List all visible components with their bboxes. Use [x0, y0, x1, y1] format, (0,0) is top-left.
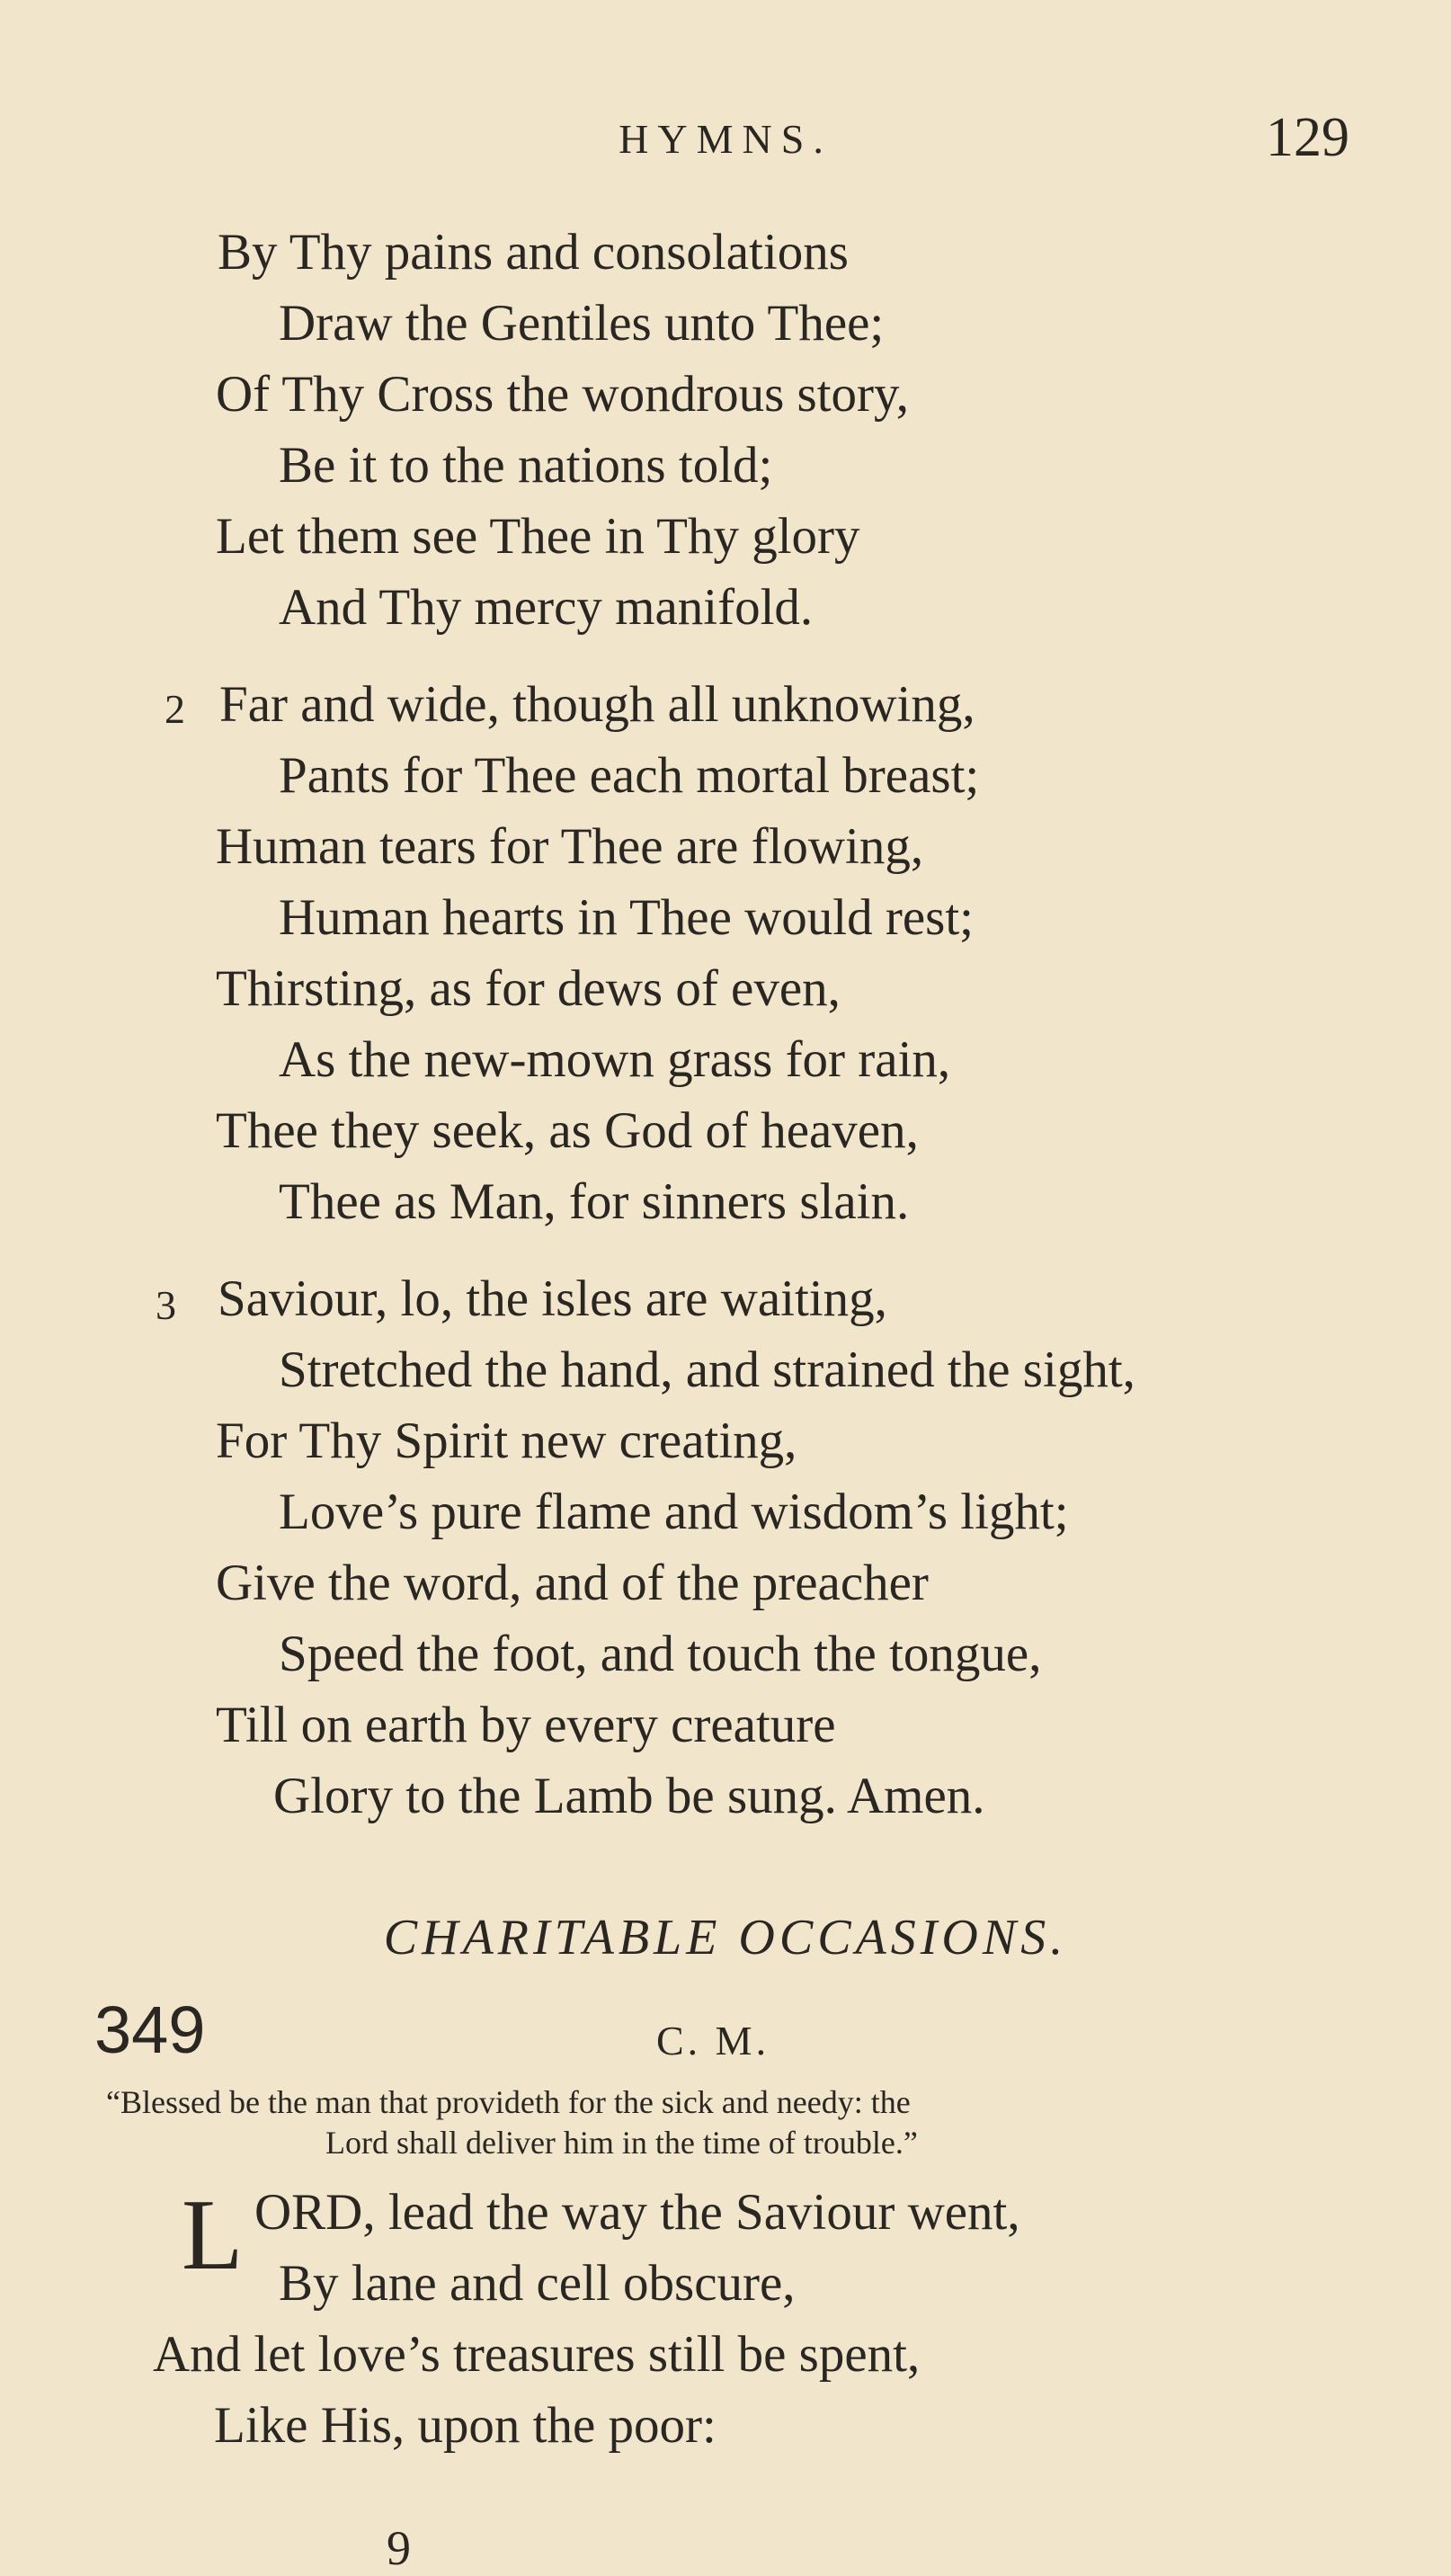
epigraph-line: Lord shall deliver him in the time of trouble.” [325, 2125, 918, 2161]
stanza-line: Till on earth by every creature [216, 1697, 836, 1753]
epigraph-line: “Blessed be the man that provideth for the sick and needy: the [106, 2084, 911, 2120]
stanza-number: 3 [156, 1282, 176, 1328]
stanza-line: Be it to the nations told; [279, 437, 773, 494]
stanza-line: Thee they seek, as God of heaven, [216, 1102, 919, 1159]
hymn-line: And let love’s treasures still be spent, [153, 2326, 921, 2383]
hymn-line: By lane and cell obscure, [279, 2255, 796, 2312]
stanza-line: Human hearts in Thee would rest; [279, 889, 975, 946]
stanza-line: Draw the Gentiles unto Thee; [279, 295, 885, 352]
stanza-line: Of Thy Cross the wondrous story, [216, 366, 910, 423]
section-heading: CHARITABLE OCCASIONS. [383, 1910, 1068, 1965]
hymn-line: Like His, upon the poor: [214, 2397, 717, 2454]
hymn-meter: C. M. [656, 2018, 770, 2063]
stanza-line: Far and wide, though all unknowing, [219, 676, 975, 733]
stanza-line: Give the word, and of the preacher [216, 1555, 929, 1611]
stanza-line: By Thy pains and consolations [218, 224, 849, 281]
stanza-line: As the new-mown grass for rain, [279, 1031, 951, 1088]
stanza-line: Saviour, lo, the isles are waiting, [218, 1270, 887, 1327]
stanza-line: And Thy mercy manifold. [279, 579, 814, 636]
stanza-line: Thirsting, as for dews of even, [216, 960, 841, 1017]
stanza-line: For Thy Spirit new creating, [216, 1413, 797, 1469]
stanza-line: Stretched the hand, and strained the sight, [279, 1341, 1135, 1398]
drop-cap: L [182, 2179, 244, 2291]
stanza-line: Thee as Man, for sinners slain. [279, 1173, 910, 1230]
running-header: HYMNS. [619, 116, 832, 162]
hymn-line: ORD, lead the way the Saviour went, [254, 2184, 1020, 2241]
stanza-line: Glory to the Lamb be sung. Amen. [273, 1768, 985, 1824]
stanza-line: Speed the foot, and touch the tongue, [279, 1626, 1042, 1682]
page-number: 129 [1266, 107, 1349, 168]
signature-mark: 9 [387, 2521, 411, 2575]
stanza-line: Let them see Thee in Thy glory [216, 508, 860, 565]
stanza-line: Love’s pure flame and wisdom’s light; [279, 1484, 1069, 1540]
stanza-line: Human tears for Thee are flowing, [216, 818, 924, 875]
stanza-number: 2 [165, 686, 185, 732]
hymn-number: 349 [94, 1992, 206, 2067]
stanza-line: Pants for Thee each mortal breast; [279, 747, 980, 804]
